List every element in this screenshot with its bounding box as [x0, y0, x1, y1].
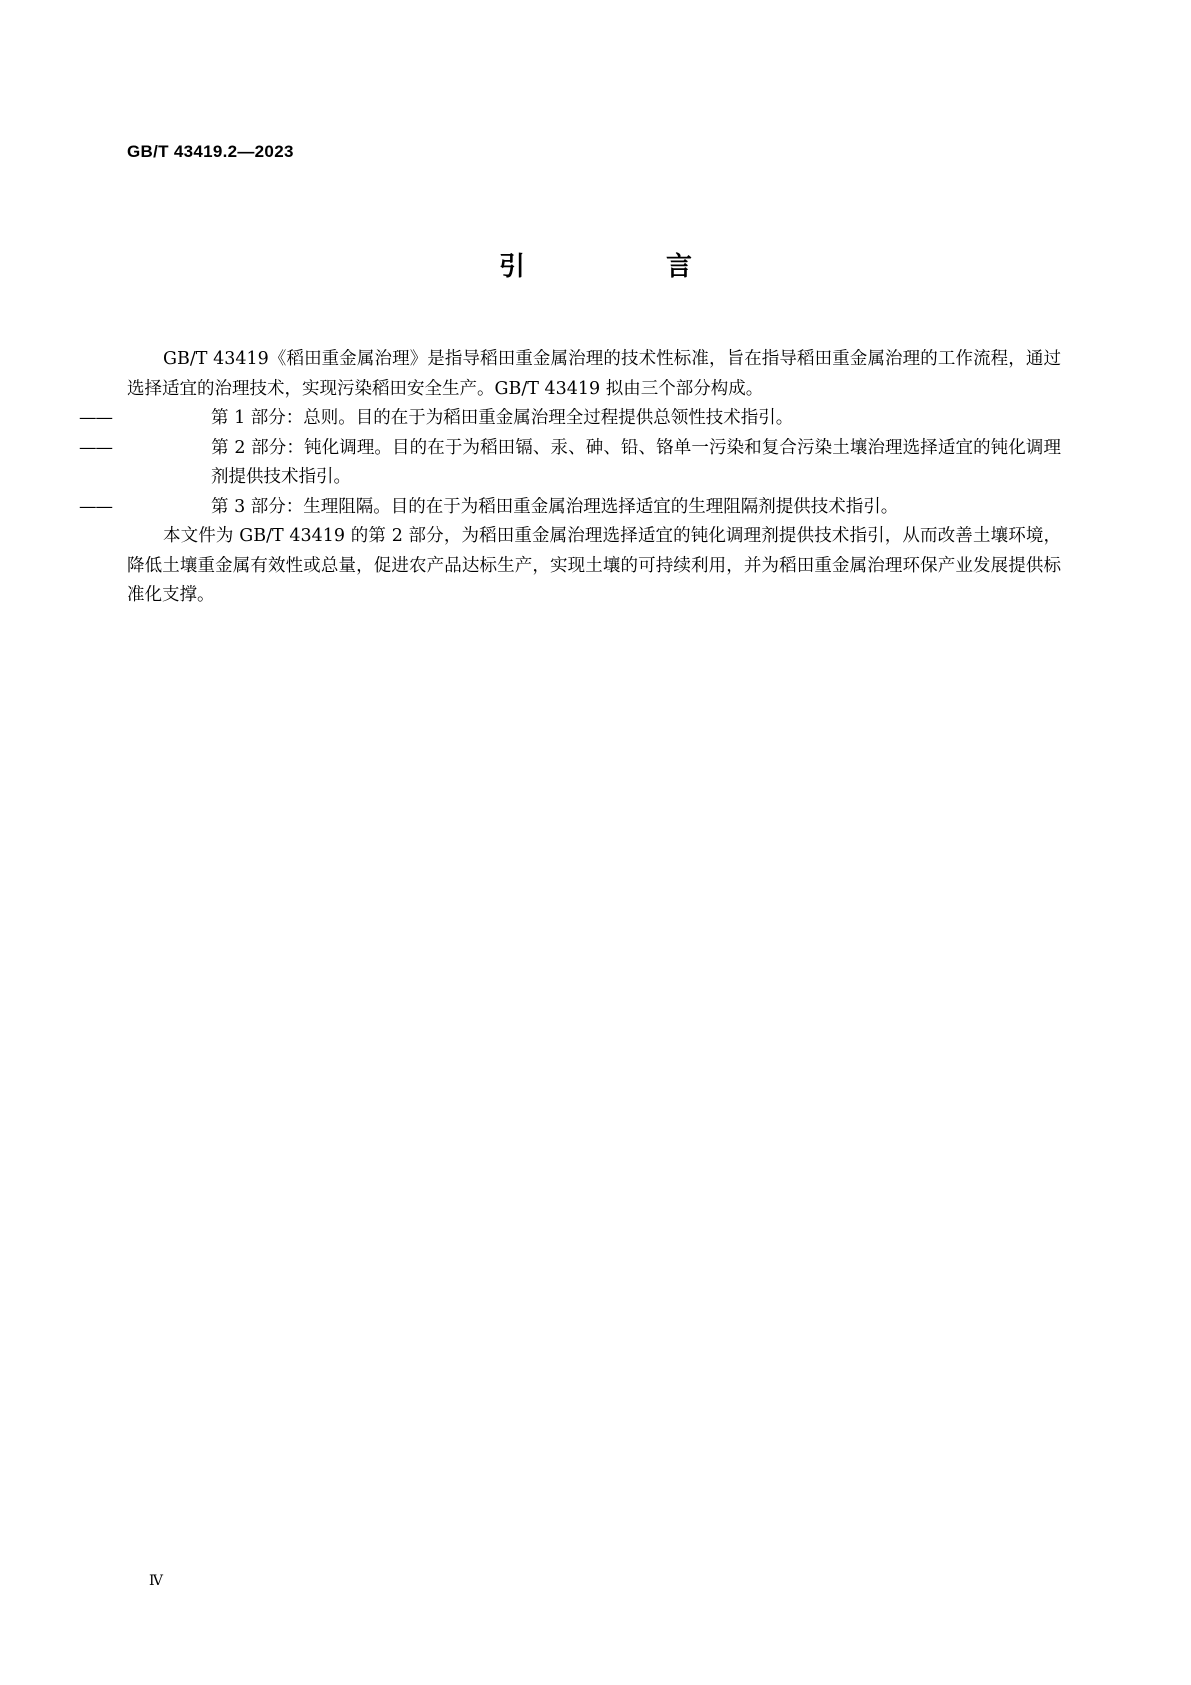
list-item-part-2	[79, 434, 1061, 493]
standard-number: GB/T 43419.2—2023	[127, 142, 294, 161]
intro-paragraph-2: 本文件为 GB/T 43419 的第 2 部分，为稻田重金属治理选择适宜的钝化调理剂提供技术指引，从而改善土壤环境，降低土壤重金属有效性或总量，促进农产品达标生产，实现土壤的可持续利用，并为稻田重金属治理环保产业发展提供标准化支撑。	[127, 526, 1061, 605]
list-dash: ——	[79, 437, 112, 458]
list-dash: ——	[79, 408, 112, 428]
list-item-part-3	[79, 493, 1061, 523]
list-item-part-1	[79, 404, 1061, 434]
list-item-text: 第 3 部分：生理阻隔。目的在于为稻田重金属治理选择适宜的生理阻隔剂提供技术指引。	[211, 496, 899, 517]
list-item-text: 第 2 部分：钝化调理。目的在于为稻田镉、汞、砷、铅、铬单一污染和复合污染土壤治理选择适宜的钝化调理剂提供技术指引。	[211, 437, 1061, 487]
list-item-text: 第 1 部分：总则。目的在于为稻田重金属治理全过程提供总领性技术指引。	[211, 408, 794, 428]
list-dash: ——	[79, 496, 112, 517]
page-number: Ⅳ	[149, 1573, 163, 1589]
intro-paragraph-1: GB/T 43419《稻田重金属治理》是指导稻田重金属治理的技术性标准，旨在指导稻田重金属治理的工作流程，通过选择适宜的治理技术，实现污染稻田安全生产。GB/T 43419 拟由三个部分构成。	[127, 349, 1061, 399]
introduction-body	[79, 345, 1061, 611]
section-title: 引 言	[498, 252, 759, 282]
